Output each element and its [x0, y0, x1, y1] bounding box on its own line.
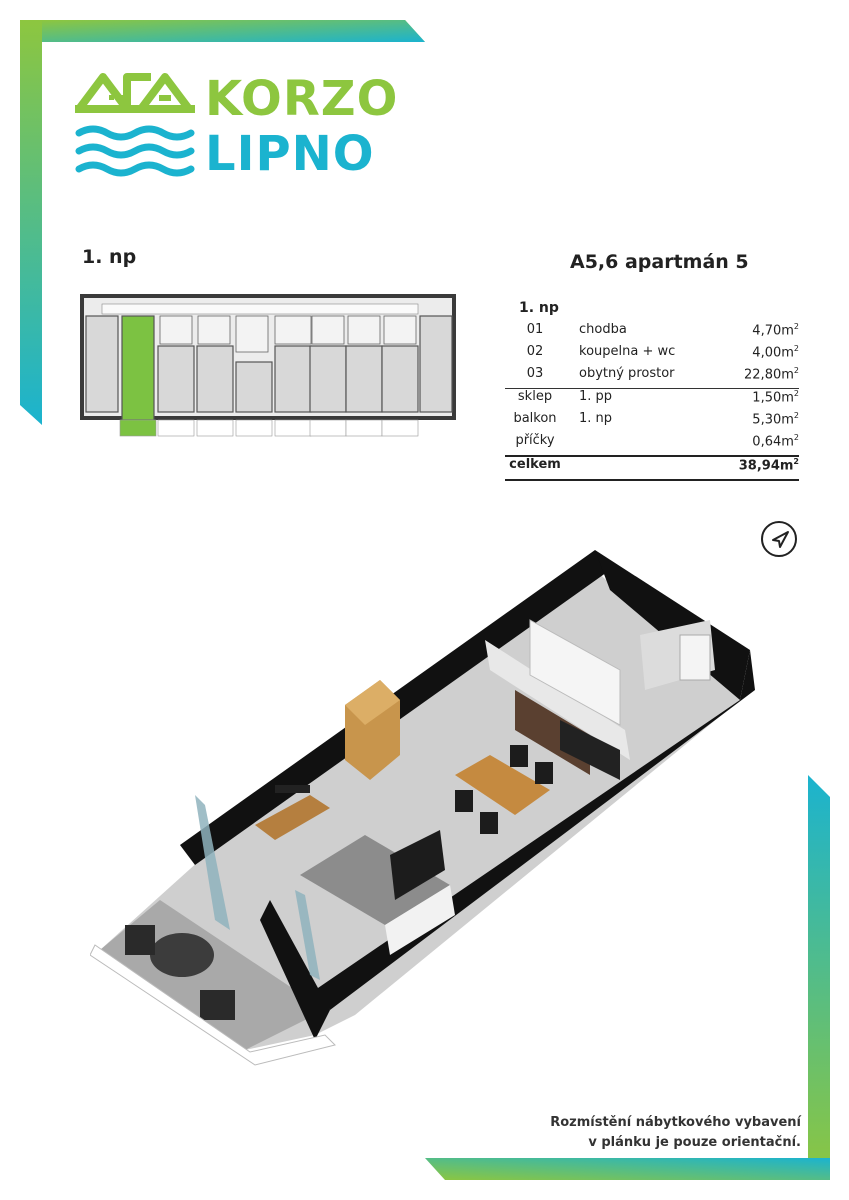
table-row: [505, 411, 799, 433]
extra-level: 1. pp: [579, 389, 613, 404]
note-line1: Rozmístění nábytkového vybavení: [550, 1115, 801, 1130]
extra-label: balkon: [513, 411, 557, 426]
furniture-note: [550, 1113, 801, 1153]
extra-area: $1,50m^2$: [752, 389, 799, 406]
brand-line2: LIPNO: [205, 126, 375, 182]
room-area: $4,00m^2$: [752, 344, 799, 361]
extra-label: sklep: [517, 389, 553, 404]
area-table: [505, 300, 799, 481]
total-area: $38,94m^2$: [738, 457, 799, 474]
building-floor-plan: [80, 292, 456, 440]
note-line2: v plánku je pouze orientační.: [588, 1135, 801, 1150]
table-row: [505, 433, 799, 455]
room-name: koupelna + wc: [579, 344, 676, 359]
table-row: [505, 388, 799, 411]
room-number: 03: [526, 366, 544, 381]
apartment-title: A5,6 apartmán 5: [570, 251, 749, 273]
room-name: chodba: [579, 322, 627, 337]
room-number: 01: [526, 322, 544, 337]
extra-area: $5,30m^2$: [752, 411, 799, 428]
table-row: [505, 366, 799, 388]
table-section-heading: 1. np: [519, 300, 559, 316]
extra-level: 1. np: [579, 411, 613, 426]
room-area: $4,70m^2$: [752, 322, 799, 339]
floor-label: 1. np: [82, 246, 137, 268]
room-name: obytný prostor: [579, 366, 675, 381]
room-area: $22,80m^2$: [744, 366, 799, 383]
table-row: [505, 322, 799, 344]
table-total-row: [505, 455, 799, 481]
room-number: 02: [526, 344, 544, 359]
extra-area: $0,64m^2$: [752, 433, 799, 450]
brand-line1: KORZO: [205, 71, 399, 127]
apartment-3d-render: [90, 540, 770, 1100]
table-row: [505, 344, 799, 366]
extra-label: příčky: [515, 433, 555, 448]
total-label: celkem: [509, 457, 561, 472]
